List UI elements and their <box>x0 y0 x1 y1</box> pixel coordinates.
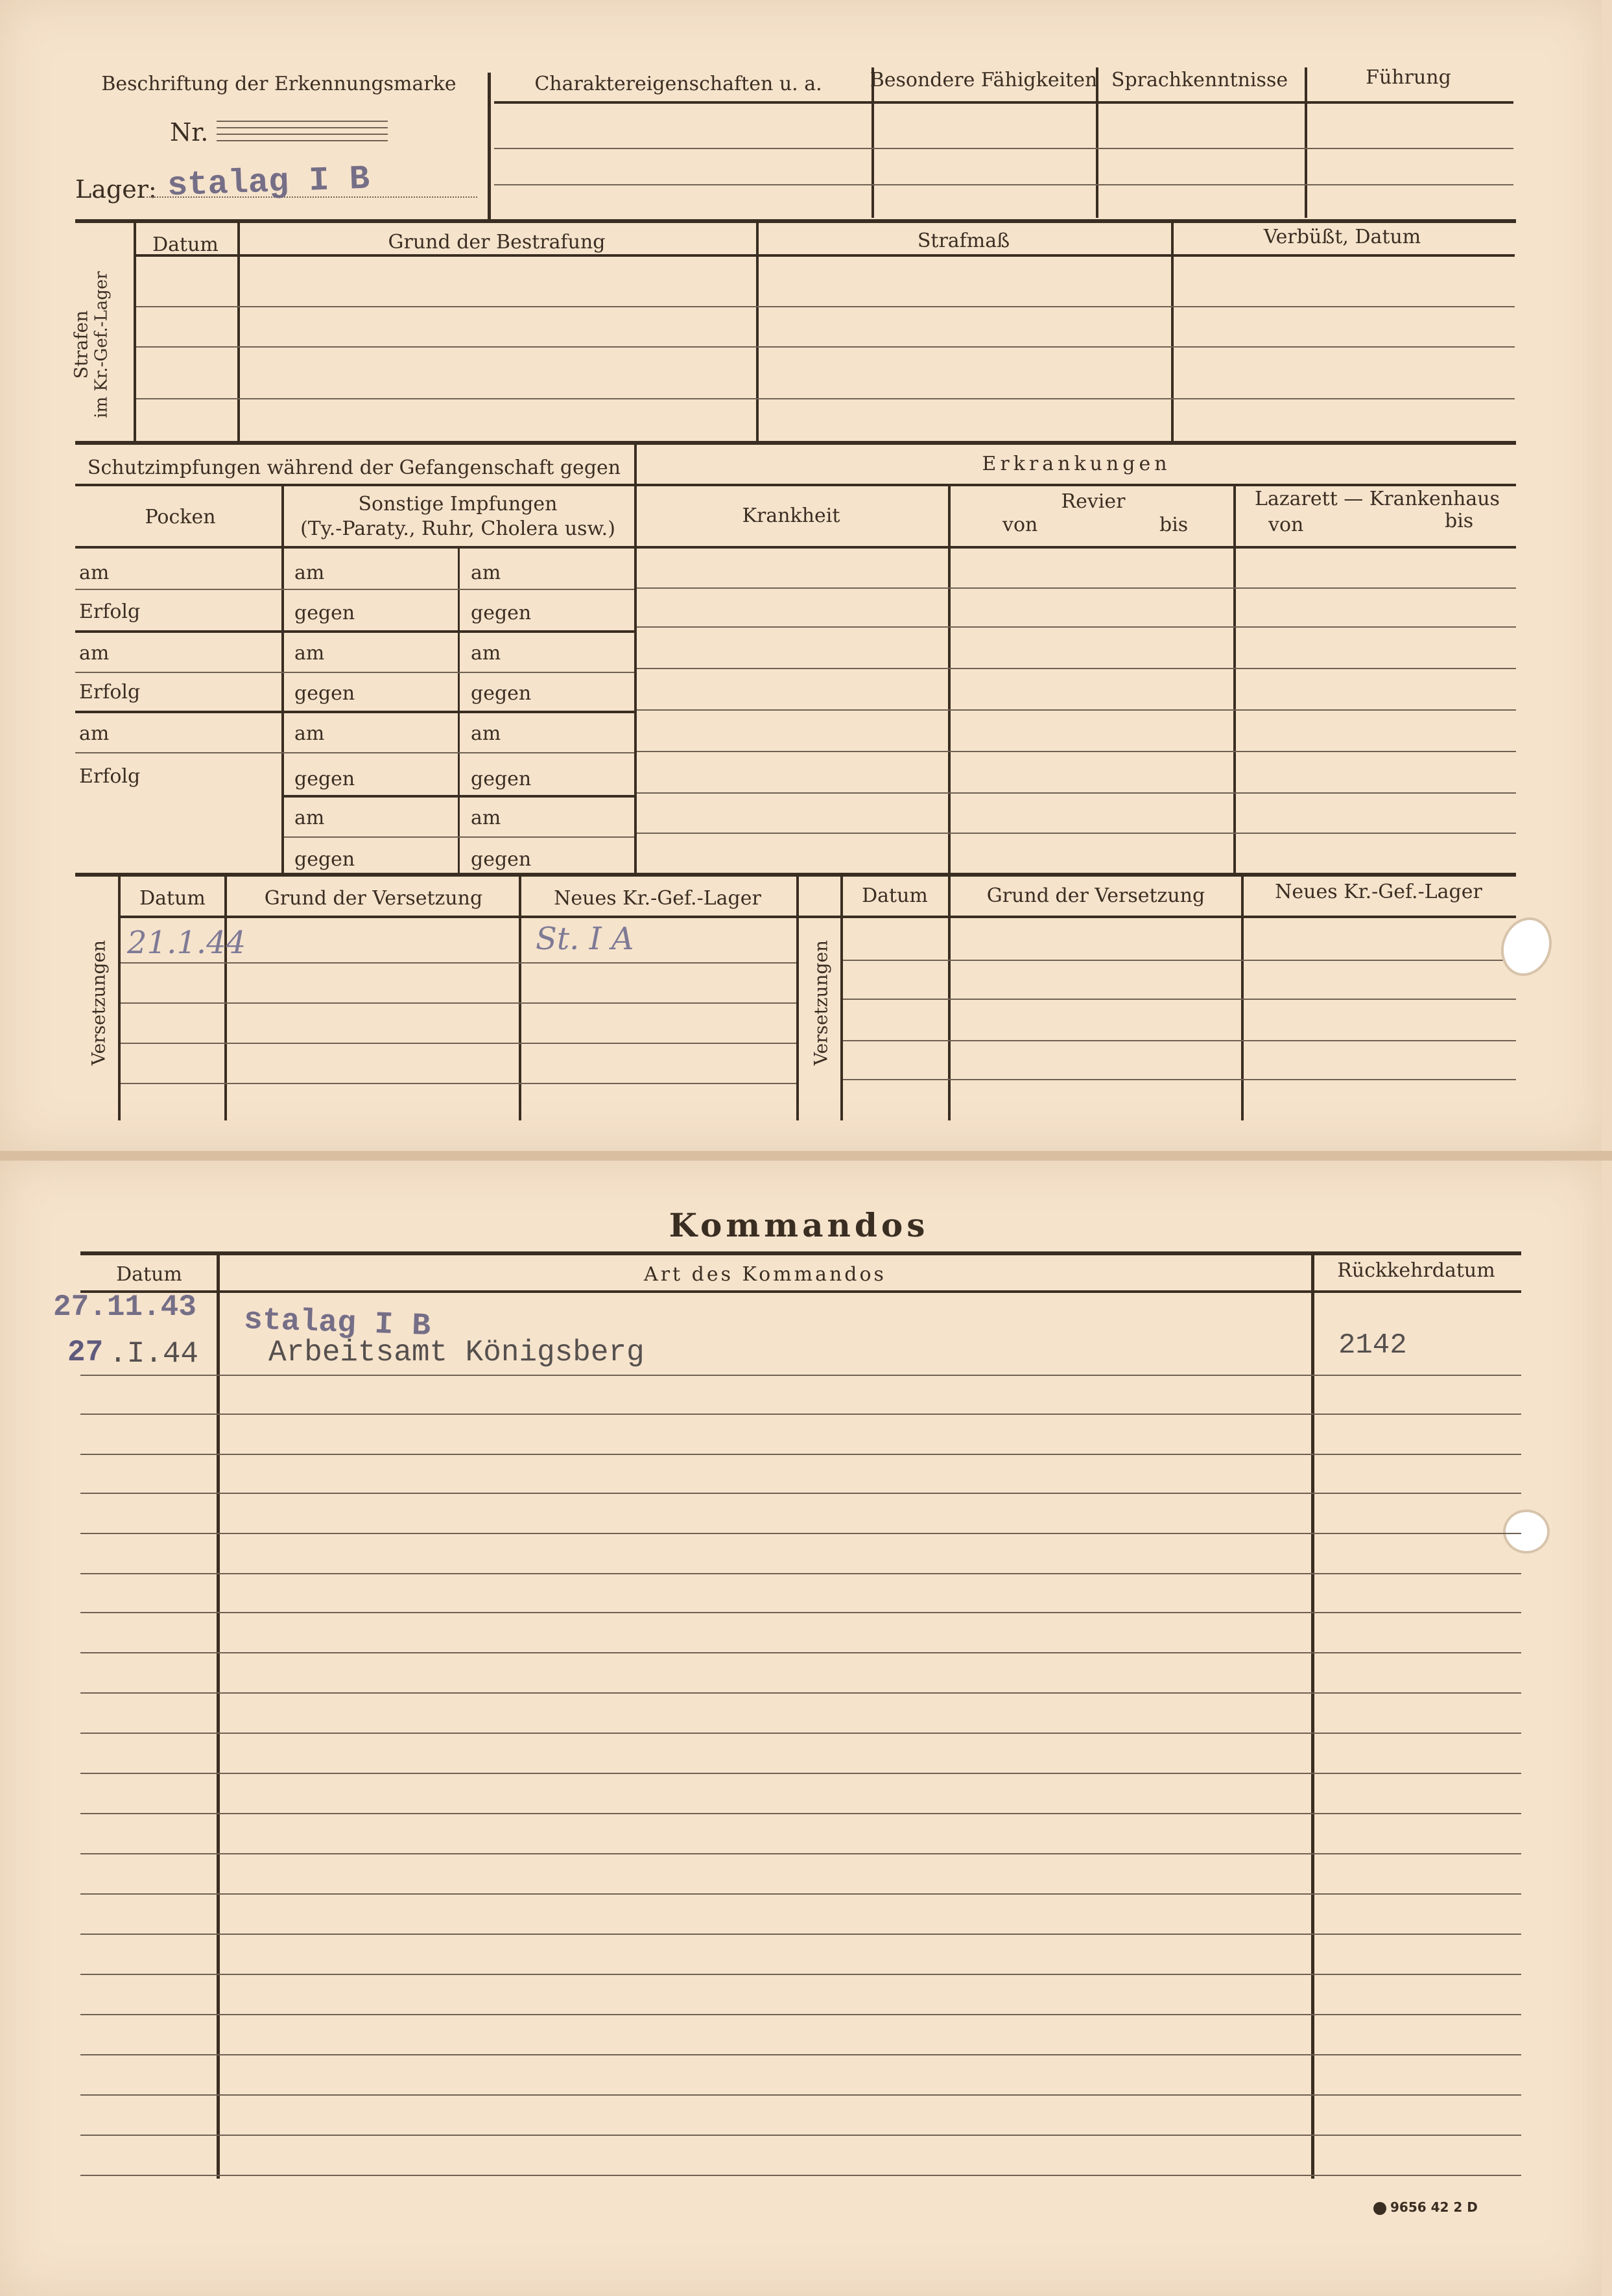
strafen-col-datum: Datum <box>152 233 219 256</box>
strafen-side-label: Strafen im Kr.-Gef.-Lager <box>70 271 112 418</box>
nr-line <box>217 121 388 122</box>
versetzungen-top-rule <box>75 873 1516 877</box>
tag-label: Beschriftung der Erkennungsmarke <box>101 73 456 95</box>
sonst-gegen-3a: gegen <box>294 768 355 790</box>
revier-bis: bis <box>1159 514 1189 536</box>
print-code: 9656 42 2 D <box>1373 2199 1478 2215</box>
col-sprachen: Sprachkenntnisse <box>1111 69 1288 91</box>
lager-label: Lager: <box>75 175 157 204</box>
sonst-am-2b: am <box>471 642 501 665</box>
col-sonstige-sub: (Ty.-Paraty., Ruhr, Cholera usw.) <box>300 517 615 540</box>
vers-left-col-datum: Datum <box>139 887 206 910</box>
kommandos-title: Kommandos <box>669 1206 929 1244</box>
sonst-gegen-2b: gegen <box>471 682 532 705</box>
kommandos-date-stamp: 27.11.43 <box>53 1290 196 1324</box>
sonst-am-1a: am <box>294 562 325 584</box>
pocken-erfolg-3: Erfolg <box>79 765 141 788</box>
kommandos-stamp: stalag I B <box>243 1302 431 1345</box>
sonst-am-4a: am <box>294 807 325 829</box>
sonst-am-3a: am <box>294 722 325 745</box>
sonst-gegen-1b: gegen <box>471 602 532 624</box>
kommandos-top-rule <box>80 1251 1521 1255</box>
kommandos-col-art: Art des Kommandos <box>644 1263 886 1286</box>
strafen-col-verbuesst: Verbüßt, Datum <box>1263 226 1421 248</box>
revier-von: von <box>1002 514 1038 536</box>
lazarett-bis: bis <box>1445 510 1474 532</box>
sonst-am-1b: am <box>471 562 501 584</box>
kommandos-date-overwrite: 27 <box>67 1336 104 1369</box>
strafen-col-strafmass: Strafmaß <box>917 230 1010 252</box>
col-fuehrung: Führung <box>1366 66 1451 89</box>
vers-left-side-label: Versetzungen <box>88 940 110 1066</box>
col-pocken: Pocken <box>145 506 216 528</box>
sonst-gegen-4a: gegen <box>294 848 355 871</box>
pocken-erfolg-2: Erfolg <box>79 681 141 704</box>
strafen-top-rule <box>75 219 1516 223</box>
sonst-gegen-3b: gegen <box>471 768 532 790</box>
impfungen-title: Schutzimpfungen während der Gefangenschaft gegen <box>87 456 621 479</box>
pocken-am-2: am <box>79 642 110 665</box>
printer-mark-icon <box>1373 2202 1386 2215</box>
sonst-gegen-4b: gegen <box>471 848 532 871</box>
vers-entry-date: 21.1.44 <box>127 925 246 961</box>
col-sonstige: Sonstige Impfungen <box>358 493 558 515</box>
pocken-erfolg-1: Erfolg <box>79 600 141 623</box>
lager-stamp: stalag I B <box>167 160 370 206</box>
vers-left-col-lager: Neues Kr.-Gef.-Lager <box>554 887 761 910</box>
kommandos-date-typed: .I.44 <box>109 1337 199 1371</box>
punch-hole-bottom <box>1506 1512 1547 1551</box>
kommandos-col-rueckkehr: Rückkehrdatum <box>1337 1259 1495 1282</box>
nr-label: Nr. <box>170 118 209 147</box>
vers-right-side-label: Versetzungen <box>810 940 832 1066</box>
lazarett-von: von <box>1268 514 1304 536</box>
sonst-am-3b: am <box>471 722 501 745</box>
impfungen-top-rule <box>75 441 1516 445</box>
fold-line <box>0 1151 1612 1161</box>
col-lazarett: Lazarett — Krankenhaus <box>1255 488 1500 510</box>
sonst-am-2a: am <box>294 642 325 665</box>
vers-entry-lager: St. I A <box>536 921 634 957</box>
col-charakter: Charaktereigenschaften u. a. <box>534 73 822 95</box>
vers-right-col-grund: Grund der Versetzung <box>986 884 1205 907</box>
sonst-gegen-2a: gegen <box>294 682 355 705</box>
col-revier: Revier <box>1061 490 1126 513</box>
vers-right-col-datum: Datum <box>862 884 928 907</box>
kommandos-art: Arbeitsamt Königsberg <box>268 1336 645 1369</box>
sonst-am-4b: am <box>471 807 501 829</box>
col-faehigkeiten: Besondere Fähigkeiten <box>870 69 1098 91</box>
strafen-col-grund: Grund der Bestrafung <box>388 231 606 254</box>
pocken-am-3: am <box>79 722 110 745</box>
kommandos-rueckkehr: 2142 <box>1338 1329 1407 1362</box>
vers-right-col-lager: Neues Kr.-Gef.-Lager <box>1275 881 1482 903</box>
col-krankheit: Krankheit <box>742 504 840 527</box>
vers-left-col-grund: Grund der Versetzung <box>264 887 483 910</box>
pocken-am-1: am <box>79 562 110 584</box>
kommandos-col-datum: Datum <box>116 1263 182 1286</box>
sonst-gegen-1a: gegen <box>294 602 355 624</box>
erkrankungen-title: Erkrankungen <box>982 453 1171 475</box>
